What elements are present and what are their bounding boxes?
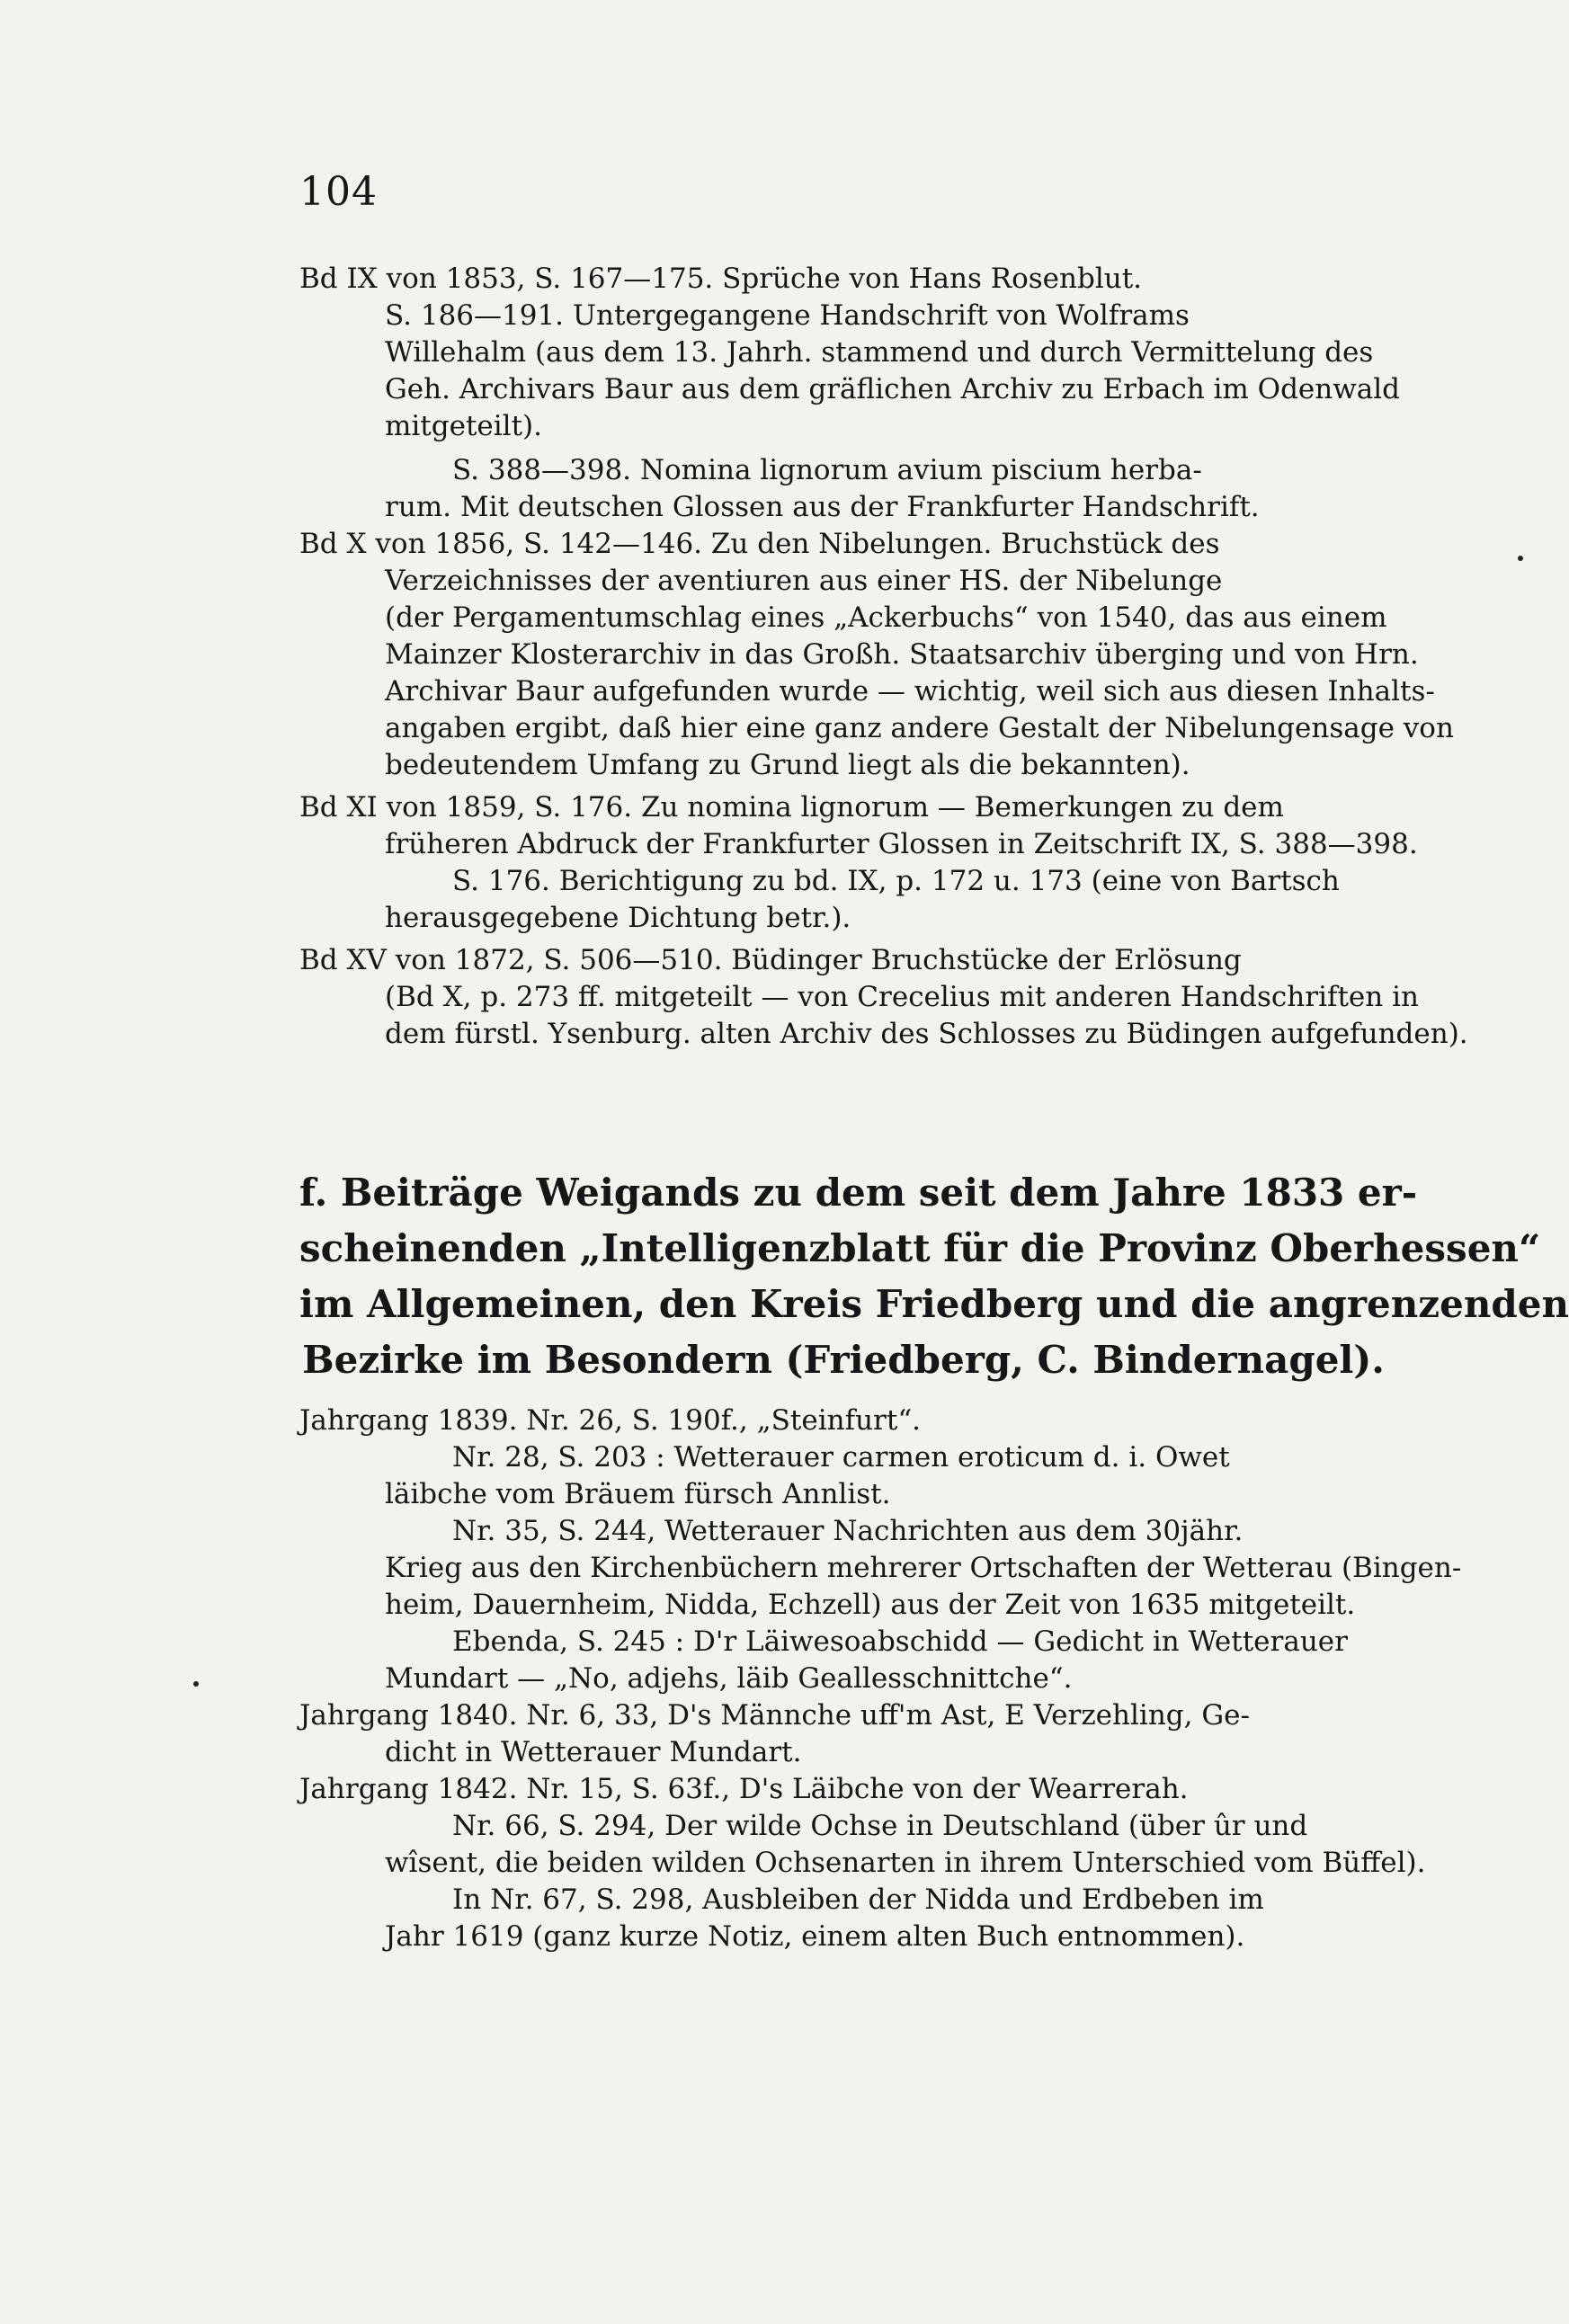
entry-line: Bd X von 1856, S. 142—146. Zu den Nibelungen. Bruchstück des (299, 528, 1220, 560)
entry-line: S. 176. Berichtigung zu bd. IX, p. 172 u. 173 (eine von Bartsch (452, 865, 1340, 897)
entry-line: S. 388—398. Nomina lignorum avium piscium herba- (452, 454, 1202, 486)
entry-line: Jahrgang 1840. Nr. 6, 33, D's Männche uff'm Ast, E Verzehling, Ge- (299, 1699, 1250, 1732)
entry-line: Bd XV von 1872, S. 506—510. Büdinger Bruchstücke der Erlösung (299, 944, 1242, 976)
entry-line: mitgeteilt). (385, 410, 542, 442)
speck (1518, 556, 1523, 561)
bibliography-section-1 (299, 261, 1468, 1053)
entry-line: Ebenda, S. 245 : D'r Läiwesoabschidd — Gedicht in Wetterauer (452, 1625, 1348, 1658)
entry-line: Krieg aus den Kirchenbüchern mehrerer Ortschaften der Wetterau (Bingen- (385, 1552, 1462, 1584)
entry-line: S. 186—191. Untergegangene Handschrift von Wolframs (385, 299, 1190, 332)
entry-line: wîsent, die beiden wilden Ochsenarten in ihrem Unterschied vom Büffel). (385, 1847, 1426, 1879)
entry-line: Geh. Archivars Baur aus dem gräflichen Archiv zu Erbach im Odenwald (385, 373, 1401, 405)
heading-line: im Allgemeinen, den Kreis Friedberg und die angrenzenden (299, 1282, 1569, 1326)
entry-line: Bd IX von 1853, S. 167—175. Sprüche von Hans Rosenblut. (299, 263, 1143, 295)
entry-line: Archivar Baur aufgefunden wurde — wichtig, weil sich aus diesen Inhalts- (385, 675, 1435, 708)
bibliography-section-2 (299, 1402, 1462, 1955)
entry-line: Nr. 66, S. 294, Der wilde Ochse in Deutschland (über ûr und (452, 1810, 1308, 1842)
heading-line: scheinenden „Intelligenzblatt für die Provinz Oberhessen“ (299, 1226, 1541, 1270)
entry-line: Jahrgang 1839. Nr. 26, S. 190f., „Steinfurt“. (299, 1404, 922, 1437)
entry-line: Bd XI von 1859, S. 176. Zu nomina lignorum — Bemerkungen zu dem (299, 791, 1284, 824)
entry-line: Verzeichnisses der aventiuren aus einer HS. der Nibelunge (385, 565, 1223, 597)
entry-line: heim, Dauernheim, Nidda, Echzell) aus der Zeit von 1635 mitgeteilt. (385, 1589, 1356, 1621)
entry-line: Mundart — „No, adjehs, läib Geallesschnittche“. (385, 1662, 1073, 1695)
entry-line: angaben ergibt, daß hier eine ganz andere Gestalt der Nibelungensage von (385, 712, 1454, 744)
entry-line: Nr. 28, S. 203 : Wetterauer carmen eroticum d. i. Owet (452, 1441, 1230, 1474)
heading-line: Bezirke im Besondern (Friedberg, C. Bindernagel). (302, 1338, 1385, 1382)
entry-line: dem fürstl. Ysenburg. alten Archiv des Schlosses zu Büdingen aufgefunden). (385, 1018, 1468, 1050)
entry-line: Mainzer Klosterarchiv in das Großh. Staatsarchiv überging und von Hrn. (385, 638, 1419, 671)
entry-line: früheren Abdruck der Frankfurter Glossen in Zeitschrift IX, S. 388—398. (385, 828, 1418, 860)
entry-line: Nr. 35, S. 244, Wetterauer Nachrichten aus dem 30jähr. (452, 1515, 1244, 1547)
section-heading (299, 1165, 1569, 1388)
entry-line: Jahrgang 1842. Nr. 15, S. 63f., D's Läibche von der Wearrerah. (299, 1773, 1189, 1805)
entry-line: dicht in Wetterauer Mundart. (385, 1736, 802, 1768)
entry-line: rum. Mit deutschen Glossen aus der Frankfurter Handschrift. (385, 491, 1260, 523)
entry-line: bedeutendem Umfang zu Grund liegt als die bekannten). (385, 749, 1190, 781)
entry-line: herausgegebene Dichtung betr.). (385, 902, 851, 934)
entry-line: Jahr 1619 (ganz kurze Notiz, einem alten Buch entnommen). (385, 1920, 1245, 1953)
heading-line: f. Beiträge Weigands zu dem seit dem Jahre 1833 er- (299, 1171, 1418, 1215)
entry-line: Willehalm (aus dem 13. Jahrh. stammend und durch Vermittelung des (385, 336, 1374, 369)
entry-line: (Bd X, p. 273 ff. mitgeteilt — von Crecelius mit anderen Handschriften in (385, 981, 1419, 1013)
entry-line: (der Pergamentumschlag eines „Ackerbuchs“ von 1540, das aus einem (385, 601, 1387, 634)
speck (193, 1681, 199, 1687)
entry-line: In Nr. 67, S. 298, Ausbleiben der Nidda und Erdbeben im (452, 1883, 1264, 1916)
page-number: 104 (299, 169, 378, 215)
entry-line: läibche vom Bräuem fürsch Annlist. (385, 1478, 891, 1510)
